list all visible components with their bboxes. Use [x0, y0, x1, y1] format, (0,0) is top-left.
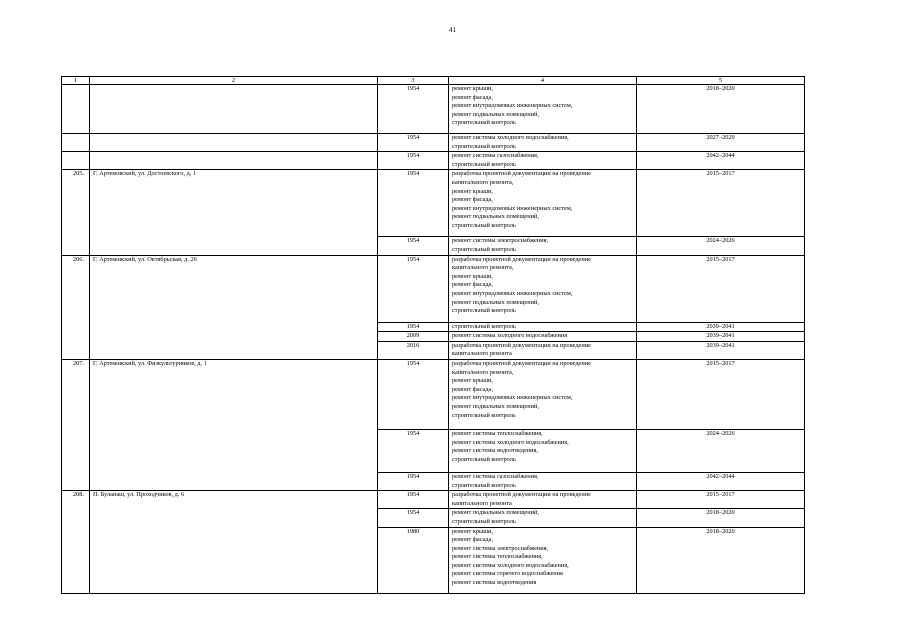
column-number-row [62, 77, 805, 85]
work-line: ремонт подвальных помещений, [452, 213, 539, 221]
year-cell: 1954 [378, 237, 449, 255]
row-number [62, 152, 90, 170]
period-cell: 2015–2017 [637, 491, 805, 509]
table-row [62, 359, 805, 429]
work-line: ремонт крыши, [452, 377, 494, 385]
work-line: ремонт системы горячего водоснабжения [452, 570, 563, 578]
work-line: разработка проектной документации на проведение [452, 359, 591, 367]
work-line: ремонт системы холодного водоснабжения [452, 332, 568, 340]
work-line: строительный контроль [452, 245, 516, 253]
work-line: ремонт системы газоснабжения, [452, 152, 539, 160]
work-line: ремонт подвальных помещений, [452, 402, 539, 410]
work-line: ремонт системы холодного водоснабжения, [452, 561, 569, 569]
table-body [62, 85, 805, 594]
works-cell [449, 472, 637, 490]
year-cell: 1954 [378, 359, 449, 429]
work-line: строительный контроль [452, 322, 516, 330]
year-cell: 1954 [378, 429, 449, 472]
work-line: строительный контроль [452, 455, 516, 463]
work-line: ремонт внутридомовых инженерных систем, [452, 102, 573, 110]
address-cell: Г. Артемовский, ул. Октябрьская, д. 26 [90, 255, 378, 359]
period-cell: 2018–2020 [637, 509, 805, 527]
work-line: ремонт фасада, [452, 536, 493, 544]
row-number [62, 85, 90, 134]
table-row [62, 491, 805, 509]
work-line: разработка проектной документации на проведение [452, 341, 591, 349]
work-line: ремонт фасада, [452, 281, 493, 289]
work-line: строительный контроль [452, 221, 516, 229]
table-row [62, 170, 805, 237]
year-cell: 2009 [378, 332, 449, 342]
works-cell [449, 527, 637, 593]
work-line: капитального ремонта, [452, 264, 514, 272]
period-cell: 2018–2020 [637, 85, 805, 134]
work-line: ремонт крыши, [452, 187, 494, 195]
year-cell: 1954 [378, 322, 449, 332]
column-number: 2 [90, 77, 378, 85]
works-cell [449, 134, 637, 152]
work-line: ремонт подвальных помещений, [452, 298, 539, 306]
period-cell: 2027–2029 [637, 134, 805, 152]
works-cell [449, 341, 637, 359]
period-cell: 2039–2041 [637, 322, 805, 332]
table-row [62, 134, 805, 152]
table-row [62, 85, 805, 134]
work-line: ремонт крыши, [452, 272, 494, 280]
works-cell [449, 509, 637, 527]
work-line: капитального ремонта, [452, 178, 514, 186]
work-line: ремонт фасада, [452, 93, 493, 101]
column-number: 3 [378, 77, 449, 85]
work-line: ремонт фасада, [452, 385, 493, 393]
work-line: разработка проектной документации на проведение [452, 491, 591, 499]
period-cell: 2024–2026 [637, 237, 805, 255]
work-line: ремонт фасада, [452, 196, 493, 204]
year-cell: 1954 [378, 491, 449, 509]
work-line: капитального ремонта [452, 499, 512, 507]
works-cell [449, 491, 637, 509]
period-cell: 2015–2017 [637, 170, 805, 237]
works-cell [449, 359, 637, 429]
column-number: 1 [62, 77, 90, 85]
work-line: разработка проектной документации на проведение [452, 255, 591, 263]
year-cell: 1954 [378, 134, 449, 152]
work-line: капитального ремонта, [452, 368, 514, 376]
work-line: ремонт системы теплоснабжения, [452, 429, 543, 437]
works-cell [449, 85, 637, 134]
work-line: ремонт крыши, [452, 527, 494, 535]
row-number: 205. [62, 170, 90, 255]
work-line: ремонт системы электроснабжения, [452, 544, 549, 552]
address-cell [90, 85, 378, 134]
row-number: 208. [62, 491, 90, 593]
year-cell: 1954 [378, 509, 449, 527]
year-cell: 2016 [378, 341, 449, 359]
address-cell: П. Буланаш, ул. Проходчиков, д. 6 [90, 491, 378, 593]
capital-repair-table [61, 76, 805, 594]
year-cell: 1954 [378, 85, 449, 134]
work-line: ремонт крыши, [452, 85, 494, 92]
row-number [62, 134, 90, 152]
period-cell: 2024–2026 [637, 429, 805, 472]
year-cell: 1954 [378, 170, 449, 237]
work-line: ремонт подвальных помещений, [452, 509, 539, 517]
work-line: ремонт системы водоотведения [452, 579, 537, 587]
works-cell [449, 322, 637, 332]
works-cell [449, 429, 637, 472]
work-line: разработка проектной документации на проведение [452, 170, 591, 178]
address-cell: Г. Артемовский, ул. Физкультурников, д. 1 [90, 359, 378, 490]
work-line: строительный контроль [452, 517, 516, 525]
table-row [62, 152, 805, 170]
year-cell: 1954 [378, 152, 449, 170]
year-cell: 1954 [378, 255, 449, 322]
work-line: строительный контроль [452, 411, 516, 419]
page-number: 41 [449, 26, 456, 34]
work-line: ремонт внутридомовых инженерных систем, [452, 204, 573, 212]
work-line: строительный контроль [452, 142, 516, 150]
works-cell [449, 152, 637, 170]
row-number: 207. [62, 359, 90, 490]
table-row [62, 255, 805, 322]
period-cell: 2018–2020 [637, 527, 805, 593]
work-line: строительный контроль [452, 119, 516, 127]
work-line: строительный контроль [452, 160, 516, 168]
work-line: ремонт системы электроснабжения, [452, 237, 549, 245]
works-cell [449, 255, 637, 322]
work-line: ремонт системы газоснабжения, [452, 472, 539, 480]
work-line: ремонт подвальных помещений, [452, 110, 539, 118]
column-number: 4 [449, 77, 637, 85]
works-cell [449, 332, 637, 342]
work-line: ремонт внутридомовых инженерных систем, [452, 289, 573, 297]
period-cell: 2015–2017 [637, 255, 805, 322]
period-cell: 2039–2041 [637, 332, 805, 342]
work-line: строительный контроль [452, 307, 516, 315]
period-cell: 2039–2041 [637, 341, 805, 359]
work-line: ремонт системы холодного водоснабжения, [452, 438, 569, 446]
period-cell: 2042–2044 [637, 472, 805, 490]
period-cell: 2042–2044 [637, 152, 805, 170]
column-number: 5 [637, 77, 805, 85]
work-line: ремонт системы теплоснабжения, [452, 553, 543, 561]
address-cell: Г. Артемовский, ул. Достоевского, д. 1 [90, 170, 378, 255]
works-cell [449, 170, 637, 237]
year-cell: 1980 [378, 527, 449, 593]
work-line: ремонт системы холодного водоснабжения, [452, 134, 569, 141]
work-line: капитального ремонта [452, 350, 512, 358]
works-cell [449, 237, 637, 255]
address-cell [90, 134, 378, 152]
address-cell [90, 152, 378, 170]
work-line: ремонт системы водоотведения, [452, 447, 538, 455]
period-cell: 2015–2017 [637, 359, 805, 429]
year-cell: 1954 [378, 472, 449, 490]
work-line: ремонт внутридомовых инженерных систем, [452, 394, 573, 402]
work-line: строительный контроль [452, 481, 516, 489]
row-number: 206. [62, 255, 90, 359]
